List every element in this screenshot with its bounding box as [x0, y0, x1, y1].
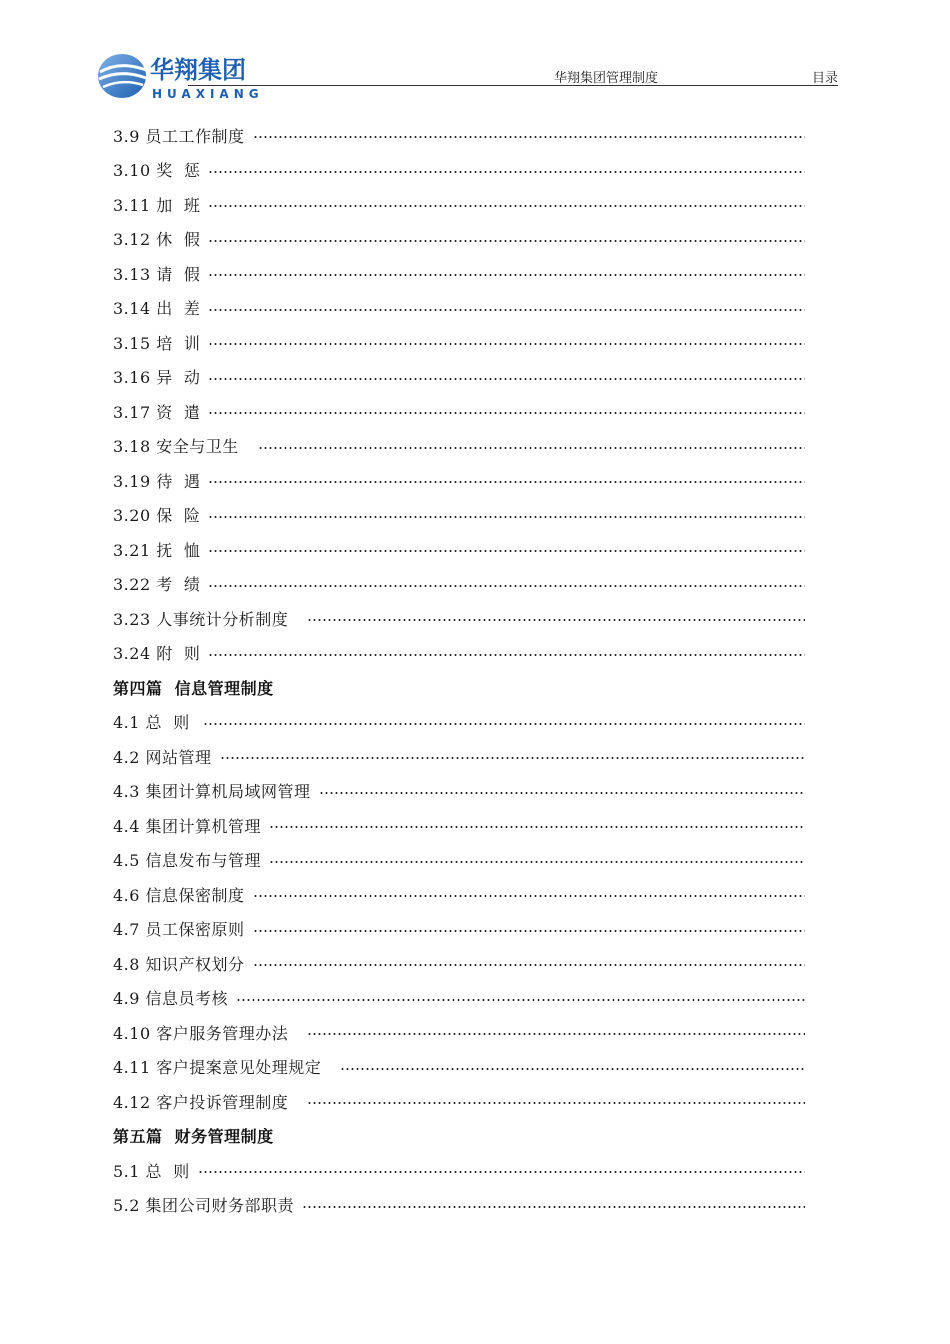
toc-dot-leader — [302, 1206, 805, 1208]
toc-dot-leader — [269, 861, 805, 863]
toc-label: 第五篇 财务管理制度 — [113, 1127, 274, 1147]
toc-dot-leader — [220, 757, 805, 759]
toc-label: 3.14 出 差 — [113, 299, 201, 319]
toc-label: 3.19 待 遇 — [113, 471, 201, 491]
toc-entry[interactable] — [113, 429, 805, 464]
toc-dot-leader — [340, 1068, 805, 1070]
toc-dot-leader — [208, 343, 805, 345]
toc-entry[interactable] — [113, 843, 805, 878]
page-header — [96, 40, 838, 100]
toc-label: 3.20 保 险 — [113, 506, 201, 526]
toc-label: 3.15 培 训 — [113, 333, 201, 353]
toc-entry[interactable] — [113, 153, 805, 188]
toc-label: 4.10 客户服务管理办法 — [113, 1023, 300, 1043]
toc-label: 4.9 信息员考核 — [113, 989, 229, 1009]
toc-dot-leader — [269, 826, 805, 828]
toc-dot-leader — [253, 136, 805, 138]
toc-dot-leader — [203, 723, 805, 725]
toc-part-heading — [113, 1119, 805, 1154]
toc-dot-leader — [319, 792, 805, 794]
toc-dot-leader — [208, 205, 805, 207]
toc-entry[interactable] — [113, 705, 805, 740]
toc-entry[interactable] — [113, 222, 805, 257]
toc-entry[interactable] — [113, 912, 805, 947]
toc-entry[interactable] — [113, 1084, 805, 1119]
toc-dot-leader — [307, 619, 805, 621]
toc-entry[interactable] — [113, 1153, 805, 1188]
company-logo — [96, 48, 276, 102]
table-of-contents — [113, 118, 805, 1222]
toc-dot-leader — [208, 378, 805, 380]
toc-label: 4.3 集团计算机局域网管理 — [113, 782, 311, 802]
toc-label: 4.6 信息保密制度 — [113, 885, 245, 905]
toc-entry[interactable] — [113, 360, 805, 395]
toc-label: 4.11 客户提案意见处理规定 — [113, 1058, 333, 1078]
toc-dot-leader — [236, 999, 805, 1001]
toc-dot-leader — [258, 447, 805, 449]
toc-entry[interactable] — [113, 256, 805, 291]
toc-dot-leader — [208, 481, 805, 483]
toc-entry[interactable] — [113, 532, 805, 567]
toc-dot-leader — [198, 1171, 805, 1173]
toc-part-heading — [113, 670, 805, 705]
toc-label: 5.1 总 则 — [113, 1161, 190, 1181]
toc-label: 3.10 奖 惩 — [113, 161, 201, 181]
toc-entry[interactable] — [113, 187, 805, 222]
toc-label: 4.1 总 则 — [113, 713, 196, 733]
toc-dot-leader — [208, 550, 805, 552]
toc-entry[interactable] — [113, 1050, 805, 1085]
toc-label: 3.11 加 班 — [113, 195, 201, 215]
toc-dot-leader — [208, 412, 805, 414]
toc-entry[interactable] — [113, 463, 805, 498]
toc-dot-leader — [208, 309, 805, 311]
toc-dot-leader — [253, 930, 805, 932]
toc-entry[interactable] — [113, 1188, 805, 1223]
toc-label: 3.18 安全与卫生 — [113, 437, 250, 457]
toc-dot-leader — [307, 1102, 805, 1104]
toc-label: 3.24 附 则 — [113, 644, 201, 664]
toc-dot-leader — [208, 585, 805, 587]
toc-entry[interactable] — [113, 946, 805, 981]
toc-entry[interactable] — [113, 808, 805, 843]
toc-dot-leader — [253, 895, 805, 897]
toc-label: 4.2 网站管理 — [113, 747, 212, 767]
toc-entry[interactable] — [113, 498, 805, 533]
toc-dot-leader — [253, 964, 805, 966]
toc-label: 3.9 员工工作制度 — [113, 126, 245, 146]
toc-label: 3.17 资 遣 — [113, 402, 201, 422]
logo-graphic — [96, 48, 276, 102]
toc-entry[interactable] — [113, 291, 805, 326]
toc-dot-leader — [208, 240, 805, 242]
toc-entry[interactable] — [113, 981, 805, 1016]
toc-label: 3.22 考 绩 — [113, 575, 201, 595]
toc-dot-leader — [307, 1033, 805, 1035]
toc-entry[interactable] — [113, 739, 805, 774]
toc-label: 3.12 休 假 — [113, 230, 201, 250]
toc-label: 4.4 集团计算机管理 — [113, 816, 262, 836]
toc-label: 第四篇 信息管理制度 — [113, 678, 274, 698]
toc-dot-leader — [208, 516, 805, 518]
toc-label: 4.8 知识产权划分 — [113, 954, 245, 974]
toc-label: 3.16 异 动 — [113, 368, 201, 388]
toc-dot-leader — [208, 654, 805, 656]
toc-entry[interactable] — [113, 567, 805, 602]
header-title: 华翔集团管理制度 — [554, 71, 659, 86]
toc-label: 4.12 客户投诉管理制度 — [113, 1092, 300, 1112]
toc-label: 3.23 人事统计分析制度 — [113, 609, 300, 629]
toc-entry[interactable] — [113, 1015, 805, 1050]
toc-entry[interactable] — [113, 394, 805, 429]
toc-entry[interactable] — [113, 325, 805, 360]
toc-label: 3.21 抚 恤 — [113, 540, 201, 560]
header-section: 目录 — [811, 71, 838, 86]
toc-entry[interactable] — [113, 601, 805, 636]
logo-subtext: HUAXIANG — [152, 87, 264, 101]
toc-entry[interactable] — [113, 774, 805, 809]
toc-label: 5.2 集团公司财务部职责 — [113, 1196, 295, 1216]
toc-entry[interactable] — [113, 877, 805, 912]
header-rule — [188, 85, 838, 86]
toc-dot-leader — [208, 274, 805, 276]
toc-label: 4.7 员工保密原则 — [113, 920, 245, 940]
toc-entry[interactable] — [113, 118, 805, 153]
toc-entry[interactable] — [113, 636, 805, 671]
toc-label: 4.5 信息发布与管理 — [113, 851, 262, 871]
logo-text: 华翔集团 — [150, 56, 246, 84]
toc-label: 3.13 请 假 — [113, 264, 201, 284]
toc-dot-leader — [208, 171, 805, 173]
